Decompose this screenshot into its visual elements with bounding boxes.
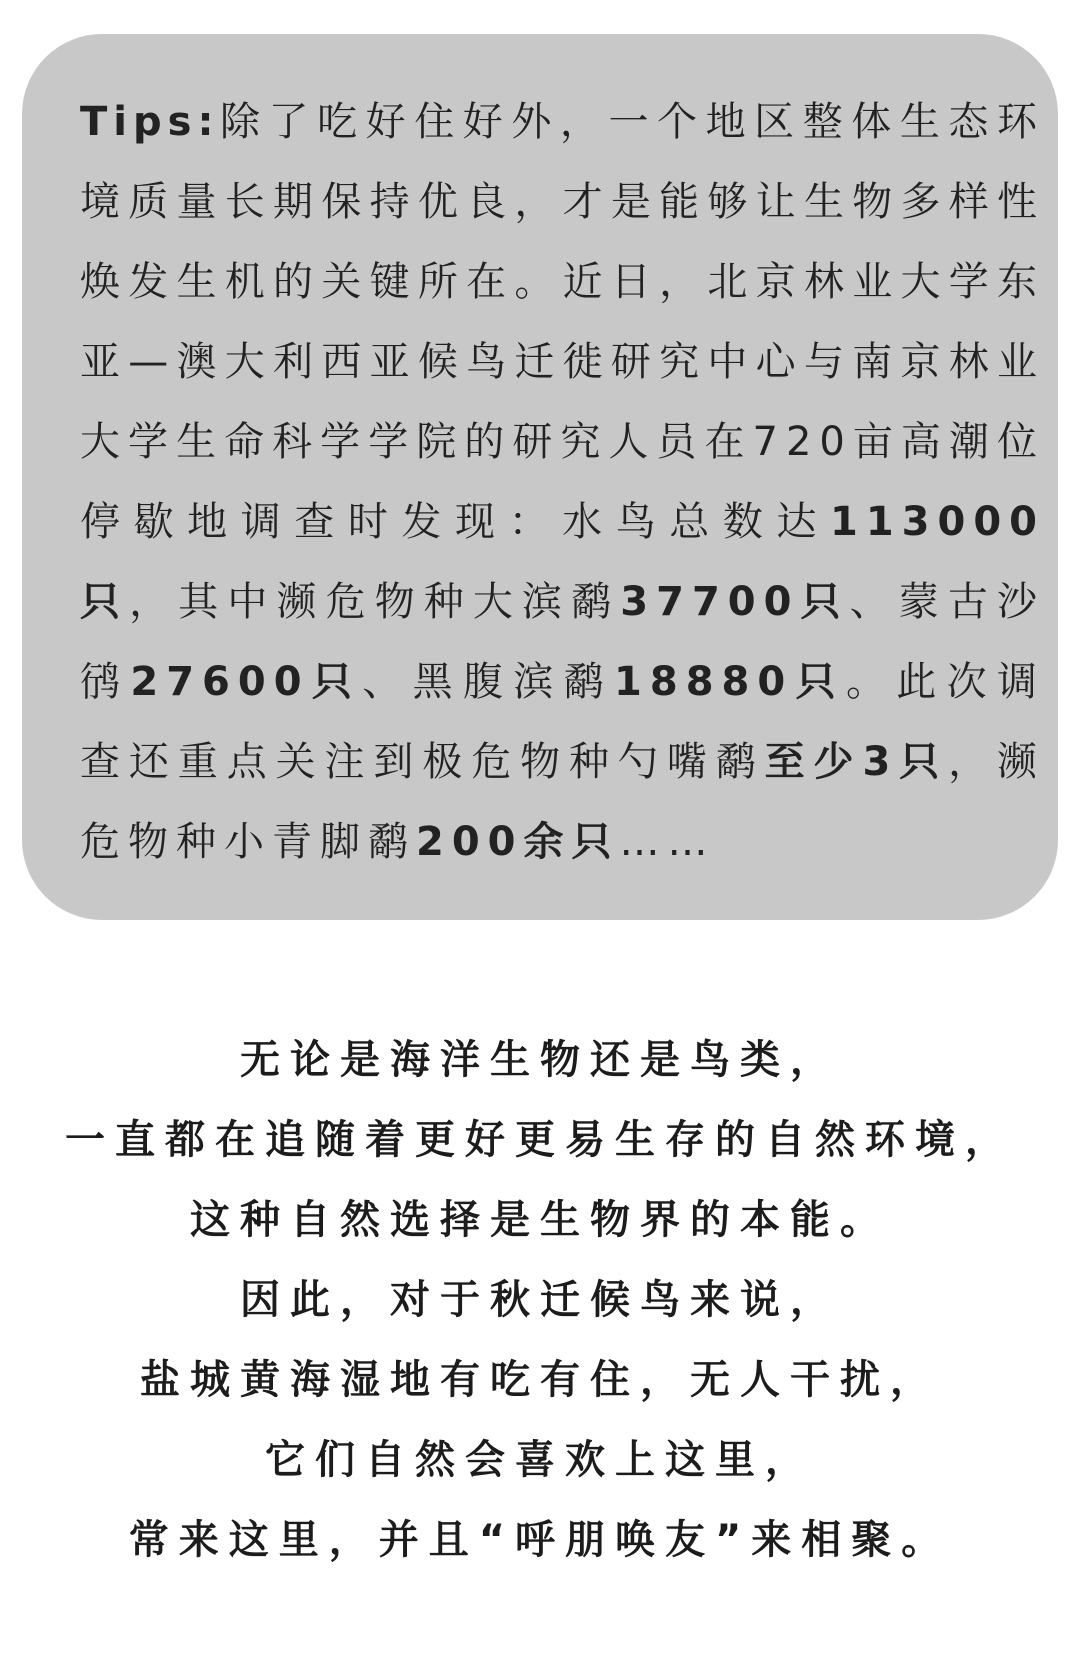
tips-highlight-number: 27600只 <box>130 659 363 705</box>
closing-paragraph <box>0 1020 1080 1580</box>
tips-text-segment: ，濒危物种小青脚鹬 <box>80 739 1046 865</box>
closing-line: 因此，对于秋迁候鸟来说， <box>240 1277 840 1323</box>
tips-label: Tips: <box>80 99 220 145</box>
tips-text-segment: 、黑腹滨鹬 <box>362 659 615 705</box>
closing-line: 盐城黄海湿地有吃有住，无人干扰， <box>140 1357 940 1403</box>
closing-line: 它们自然会喜欢上这里， <box>265 1437 815 1483</box>
tips-text-segment: 。此次调查还重点关注到极危物种勺嘴鹬 <box>80 659 1046 785</box>
tips-text-segment: 、蒙古沙鸻 <box>80 579 1046 705</box>
closing-line: 这种自然选择是生物界的本能。 <box>190 1197 890 1243</box>
tips-text-segment: …… <box>619 819 716 865</box>
tips-text-segment: ，其中濒危物种大滨鹬 <box>129 579 621 625</box>
tips-highlight-number: 200余只 <box>416 819 620 865</box>
closing-line: 一直都在追随着更好更易生存的自然环境， <box>65 1117 1015 1163</box>
tips-paragraph <box>80 82 1045 882</box>
closing-line: 常来这里，并且“呼朋唤友”来相聚。 <box>128 1517 952 1563</box>
tips-highlight-number: 至少3只 <box>764 739 949 785</box>
tips-text-segment: 除了吃好住好外，一个地区整体生态环境质量长期保持优良，才是能够让生物多样性焕发生机的关键所在。近日，北京林业大学东亚—澳大利西亚候鸟迁徙研究中心与南京林业大学生命科学学院的研究人员在720亩高潮位停歇地调查时发现：水鸟总数达 <box>80 99 1045 545</box>
tips-highlight-number: 18880只 <box>614 659 846 705</box>
tips-highlight-number: 113000只 <box>80 499 1045 625</box>
tips-highlight-number: 37700只 <box>620 579 850 625</box>
closing-line: 无论是海洋生物还是鸟类， <box>240 1037 840 1083</box>
